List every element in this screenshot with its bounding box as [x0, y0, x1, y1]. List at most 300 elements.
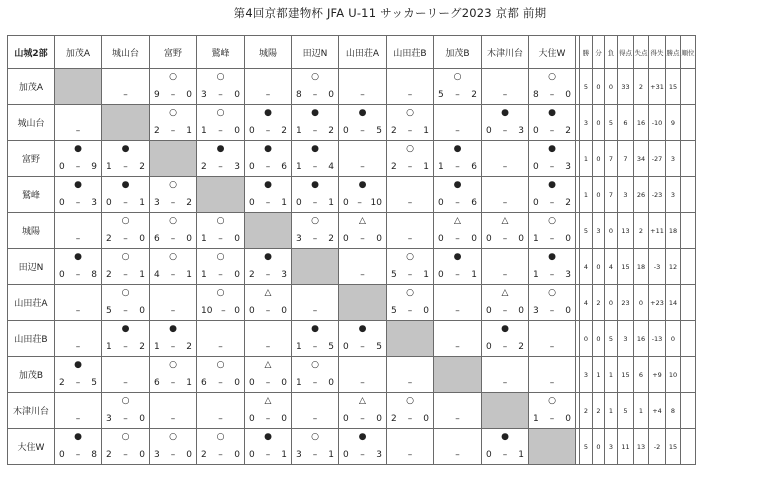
- team-header: 富野: [150, 36, 197, 69]
- stat-header: 順位: [681, 36, 696, 69]
- goals-for: 1: [106, 162, 112, 172]
- goals-against: 3: [376, 450, 382, 460]
- no-match-dash: –: [407, 90, 413, 100]
- score: [529, 270, 575, 281]
- team-name: 山田荘B: [8, 321, 55, 357]
- standing-cell: +9: [649, 357, 666, 393]
- standing-cell: 0: [580, 321, 593, 357]
- goals-for: 1: [438, 162, 444, 172]
- goals-for: 2: [59, 378, 65, 388]
- goals-against: 1: [281, 450, 287, 460]
- goals-for: 1: [201, 234, 207, 244]
- result-mark: ○: [548, 396, 556, 406]
- goals-against: 0: [234, 450, 240, 460]
- result-mark: ○: [406, 252, 414, 262]
- no-match-dash: –: [265, 90, 271, 100]
- score: [387, 450, 433, 461]
- score: [482, 270, 528, 281]
- match-result-cell: [482, 285, 529, 321]
- match-result-cell: [529, 69, 576, 105]
- score: [339, 90, 386, 101]
- result-mark: ○: [169, 180, 177, 190]
- standing-cell: 2: [634, 69, 649, 105]
- stat-header: 失点: [634, 36, 649, 69]
- result-mark: ●: [121, 144, 130, 154]
- result-mark: ●: [311, 324, 319, 334]
- goals-against: 2: [328, 126, 334, 136]
- match-result-cell: [245, 393, 292, 429]
- goals-for: 6: [154, 378, 160, 388]
- score: [150, 270, 196, 281]
- goals-for: 0: [438, 270, 444, 280]
- score: [197, 90, 244, 101]
- match-result-cell: [197, 105, 245, 141]
- standing-cell: 13: [618, 213, 634, 249]
- result-mark: △: [359, 396, 366, 406]
- score: [387, 270, 433, 281]
- goals-against: 2: [565, 198, 571, 208]
- result-mark: ●: [453, 144, 462, 154]
- score: [529, 162, 575, 173]
- stat-header: 勝: [580, 36, 593, 69]
- match-result-cell: [102, 177, 150, 213]
- match-result-cell: [387, 429, 434, 465]
- score-dash: –: [407, 306, 413, 316]
- match-result-cell: [339, 69, 387, 105]
- score: [197, 306, 244, 317]
- self-match-cell: [55, 69, 102, 105]
- score: [55, 450, 101, 461]
- results-body: [8, 69, 696, 465]
- result-mark: ●: [501, 324, 509, 334]
- team-header: 鷲峰: [197, 36, 245, 69]
- goals-against: 0: [139, 414, 145, 424]
- standing-cell: 3: [580, 357, 593, 393]
- team-row: [8, 285, 696, 321]
- score-dash: –: [75, 198, 81, 208]
- goals-against: 10: [370, 198, 382, 208]
- result-mark: ●: [548, 108, 556, 118]
- score-dash: –: [455, 270, 460, 280]
- result-mark: ●: [358, 324, 367, 334]
- standing-cell: 1: [634, 393, 649, 429]
- result-mark: ●: [548, 180, 556, 190]
- no-match-dash: –: [75, 306, 81, 316]
- result-mark: ●: [264, 108, 272, 118]
- team-name: 加茂A: [8, 69, 55, 105]
- score: [245, 270, 291, 281]
- score-dash: –: [218, 234, 223, 244]
- standing-cell: 7: [605, 141, 618, 177]
- score-dash: –: [312, 378, 318, 388]
- standing-cell: 3: [593, 213, 605, 249]
- score: [434, 306, 481, 317]
- score: [387, 234, 433, 245]
- team-row: [8, 357, 696, 393]
- result-mark: ○: [216, 432, 225, 442]
- goals-against: 1: [139, 270, 145, 280]
- match-result-cell: [55, 429, 102, 465]
- result-mark: △: [359, 216, 366, 226]
- standing-cell: 16: [634, 321, 649, 357]
- standing-cell: 0: [593, 429, 605, 465]
- match-result-cell: [150, 213, 197, 249]
- no-match-dash: –: [312, 414, 318, 424]
- no-match-dash: –: [455, 126, 460, 136]
- self-match-cell: [482, 393, 529, 429]
- goals-for: 0: [343, 198, 349, 208]
- result-mark: ○: [169, 108, 177, 118]
- goals-against: 5: [376, 342, 382, 352]
- score: [434, 234, 481, 245]
- goals-against: 2: [328, 234, 334, 244]
- team-header: 山田荘A: [339, 36, 387, 69]
- match-result-cell: [387, 285, 434, 321]
- goals-for: 2: [391, 126, 397, 136]
- goals-against: 0: [565, 90, 571, 100]
- score-dash: –: [265, 378, 271, 388]
- standing-cell: 5: [605, 105, 618, 141]
- goals-against: 3: [565, 162, 571, 172]
- match-result-cell: [292, 429, 339, 465]
- standing-cell: 1: [605, 357, 618, 393]
- score-dash: –: [218, 378, 223, 388]
- score: [482, 90, 528, 101]
- self-match-cell: [102, 105, 150, 141]
- result-mark: ○: [406, 144, 414, 154]
- score-dash: –: [407, 162, 413, 172]
- team-name: 木津川台: [8, 393, 55, 429]
- score: [387, 378, 433, 389]
- score: [55, 270, 101, 281]
- team-row: [8, 69, 696, 105]
- result-mark: ○: [169, 216, 177, 226]
- goals-for: 10: [201, 306, 213, 316]
- match-result-cell: [387, 105, 434, 141]
- standing-cell: 9: [666, 105, 681, 141]
- goals-for: 0: [343, 126, 349, 136]
- match-result-cell: [482, 321, 529, 357]
- score: [245, 90, 291, 101]
- score: [102, 234, 149, 245]
- match-result-cell: [55, 249, 102, 285]
- match-result-cell: [434, 321, 482, 357]
- score: [434, 342, 481, 353]
- score-dash: –: [218, 90, 223, 100]
- score-dash: –: [123, 342, 128, 352]
- standing-cell: 15: [618, 357, 634, 393]
- match-result-cell: [339, 393, 387, 429]
- score-dash: –: [123, 270, 128, 280]
- goals-against: 6: [281, 162, 287, 172]
- match-result-cell: [292, 105, 339, 141]
- match-result-cell: [102, 141, 150, 177]
- score-dash: –: [265, 198, 271, 208]
- match-result-cell: [529, 105, 576, 141]
- score-dash: –: [312, 90, 318, 100]
- goals-against: 0: [328, 378, 334, 388]
- team-header: 城陽: [245, 36, 292, 69]
- score-dash: –: [312, 198, 318, 208]
- score: [55, 378, 101, 389]
- match-result-cell: [245, 177, 292, 213]
- goals-against: 0: [376, 414, 382, 424]
- goals-for: 0: [343, 342, 349, 352]
- result-mark: ●: [358, 108, 367, 118]
- score-dash: –: [75, 270, 81, 280]
- standing-cell: [681, 357, 696, 393]
- standing-cell: 5: [580, 69, 593, 105]
- goals-against: 1: [518, 450, 524, 460]
- goals-for: 1: [106, 342, 112, 352]
- goals-for: 8: [533, 90, 539, 100]
- match-result-cell: [55, 357, 102, 393]
- score-dash: –: [312, 126, 318, 136]
- score: [387, 90, 433, 101]
- result-mark: ○: [216, 360, 225, 370]
- match-result-cell: [197, 213, 245, 249]
- standing-cell: [681, 141, 696, 177]
- score-dash: –: [407, 414, 413, 424]
- no-match-dash: –: [502, 90, 508, 100]
- match-result-cell: [197, 69, 245, 105]
- standing-cell: 1: [605, 393, 618, 429]
- team-name: 富野: [8, 141, 55, 177]
- goals-against: 0: [518, 306, 524, 316]
- result-mark: ●: [74, 180, 82, 190]
- result-mark: ●: [501, 108, 509, 118]
- goals-against: 0: [565, 234, 571, 244]
- goals-against: 0: [186, 90, 192, 100]
- match-result-cell: [292, 177, 339, 213]
- standing-cell: 5: [580, 429, 593, 465]
- match-result-cell: [339, 249, 387, 285]
- goals-against: 5: [376, 126, 382, 136]
- standing-cell: 13: [634, 429, 649, 465]
- goals-for: 0: [438, 198, 444, 208]
- goals-for: 1: [296, 378, 302, 388]
- score: [434, 126, 481, 137]
- score-dash: –: [357, 198, 362, 208]
- goals-for: 0: [296, 198, 302, 208]
- result-mark: ○: [169, 72, 177, 82]
- team-name: 鷲峰: [8, 177, 55, 213]
- match-result-cell: [197, 249, 245, 285]
- standing-cell: -10: [649, 105, 666, 141]
- score-dash: –: [265, 126, 271, 136]
- score-dash: –: [360, 126, 365, 136]
- score-dash: –: [549, 414, 555, 424]
- score: [150, 306, 196, 317]
- no-match-dash: –: [360, 162, 365, 172]
- no-match-dash: –: [75, 414, 81, 424]
- match-result-cell: [292, 357, 339, 393]
- no-match-dash: –: [455, 414, 460, 424]
- goals-against: 0: [234, 378, 240, 388]
- stat-header: 分: [593, 36, 605, 69]
- standing-cell: 15: [666, 69, 681, 105]
- result-mark: ○: [311, 360, 319, 370]
- result-mark: △: [264, 396, 272, 406]
- score: [150, 342, 196, 353]
- score: [339, 450, 386, 461]
- match-result-cell: [387, 141, 434, 177]
- standing-cell: 3: [666, 141, 681, 177]
- standing-cell: 8: [666, 393, 681, 429]
- standing-cell: +23: [649, 285, 666, 321]
- match-result-cell: [102, 69, 150, 105]
- score: [55, 162, 101, 173]
- match-result-cell: [529, 321, 576, 357]
- score: [102, 306, 149, 317]
- goals-for: 0: [249, 162, 255, 172]
- score: [292, 198, 338, 209]
- match-result-cell: [387, 393, 434, 429]
- score: [529, 306, 575, 317]
- standing-cell: -27: [649, 141, 666, 177]
- score-dash: –: [455, 162, 460, 172]
- no-match-dash: –: [75, 234, 81, 244]
- score: [434, 162, 481, 173]
- goals-for: 0: [59, 162, 65, 172]
- match-result-cell: [529, 357, 576, 393]
- standing-cell: 12: [666, 249, 681, 285]
- stat-header: 得点: [618, 36, 634, 69]
- goals-for: 0: [249, 306, 255, 316]
- score: [102, 378, 149, 389]
- goals-against: 0: [423, 306, 429, 316]
- score: [482, 306, 528, 317]
- score: [245, 378, 291, 389]
- standing-cell: 5: [605, 321, 618, 357]
- result-mark: △: [501, 216, 509, 226]
- goals-for: 0: [343, 234, 349, 244]
- score-dash: –: [170, 342, 176, 352]
- no-match-dash: –: [312, 306, 318, 316]
- match-result-cell: [482, 177, 529, 213]
- score: [102, 198, 149, 209]
- standing-cell: [681, 285, 696, 321]
- goals-against: 2: [139, 342, 145, 352]
- team-name: 加茂B: [8, 357, 55, 393]
- no-match-dash: –: [407, 450, 413, 460]
- match-result-cell: [339, 105, 387, 141]
- result-mark: ○: [169, 252, 177, 262]
- score: [102, 414, 149, 425]
- standing-cell: 11: [618, 429, 634, 465]
- score: [150, 234, 196, 245]
- goals-against: 4: [328, 162, 334, 172]
- no-match-dash: –: [502, 378, 508, 388]
- score: [197, 126, 244, 137]
- score: [55, 306, 101, 317]
- goals-against: 1: [281, 198, 287, 208]
- no-match-dash: –: [265, 342, 271, 352]
- goals-against: 2: [139, 162, 145, 172]
- score: [292, 90, 338, 101]
- score-dash: –: [170, 126, 176, 136]
- score-dash: –: [549, 234, 555, 244]
- score: [529, 198, 575, 209]
- goals-for: 0: [486, 306, 492, 316]
- score: [55, 342, 101, 353]
- score-dash: –: [407, 270, 413, 280]
- match-result-cell: [529, 249, 576, 285]
- match-result-cell: [55, 105, 102, 141]
- goals-against: 2: [518, 342, 524, 352]
- result-mark: ●: [169, 324, 177, 334]
- score: [245, 414, 291, 425]
- standing-cell: 14: [666, 285, 681, 321]
- standing-cell: 33: [618, 69, 634, 105]
- standing-cell: -23: [649, 177, 666, 213]
- match-result-cell: [434, 249, 482, 285]
- division-label: 山城2部: [8, 36, 55, 69]
- team-row: [8, 177, 696, 213]
- match-result-cell: [55, 393, 102, 429]
- standing-cell: 26: [634, 177, 649, 213]
- score: [292, 378, 338, 389]
- goals-against: 0: [139, 306, 145, 316]
- match-result-cell: [102, 321, 150, 357]
- goals-for: 1: [296, 126, 302, 136]
- score: [529, 378, 575, 389]
- match-result-cell: [482, 105, 529, 141]
- goals-for: 2: [154, 126, 160, 136]
- match-result-cell: [339, 357, 387, 393]
- match-result-cell: [197, 357, 245, 393]
- score: [529, 234, 575, 245]
- score-dash: –: [312, 162, 318, 172]
- match-result-cell: [150, 69, 197, 105]
- score: [197, 342, 244, 353]
- result-mark: ●: [264, 252, 272, 262]
- result-mark: ○: [406, 396, 414, 406]
- match-result-cell: [55, 285, 102, 321]
- standing-cell: 5: [618, 393, 634, 429]
- score: [102, 270, 149, 281]
- score-dash: –: [360, 342, 365, 352]
- result-mark: ○: [216, 108, 225, 118]
- score: [339, 234, 386, 245]
- result-mark: ○: [216, 72, 225, 82]
- goals-against: 5: [328, 342, 334, 352]
- goals-against: 1: [471, 270, 477, 280]
- goals-against: 2: [186, 342, 192, 352]
- score: [197, 450, 244, 461]
- no-match-dash: –: [170, 306, 176, 316]
- goals-for: 0: [59, 198, 65, 208]
- goals-against: 0: [234, 126, 240, 136]
- result-mark: ○: [121, 396, 130, 406]
- score: [434, 198, 481, 209]
- goals-against: 2: [565, 126, 571, 136]
- goals-for: 0: [106, 198, 112, 208]
- result-mark: ○: [121, 216, 130, 226]
- score-dash: –: [549, 198, 555, 208]
- goals-for: 2: [201, 450, 207, 460]
- no-match-dash: –: [455, 342, 460, 352]
- standing-cell: 16: [634, 105, 649, 141]
- score-dash: –: [221, 306, 226, 316]
- standing-cell: 0: [605, 69, 618, 105]
- goals-against: 9: [91, 162, 97, 172]
- score: [245, 126, 291, 137]
- score: [292, 306, 338, 317]
- goals-against: 3: [91, 198, 97, 208]
- match-result-cell: [387, 69, 434, 105]
- match-result-cell: [434, 285, 482, 321]
